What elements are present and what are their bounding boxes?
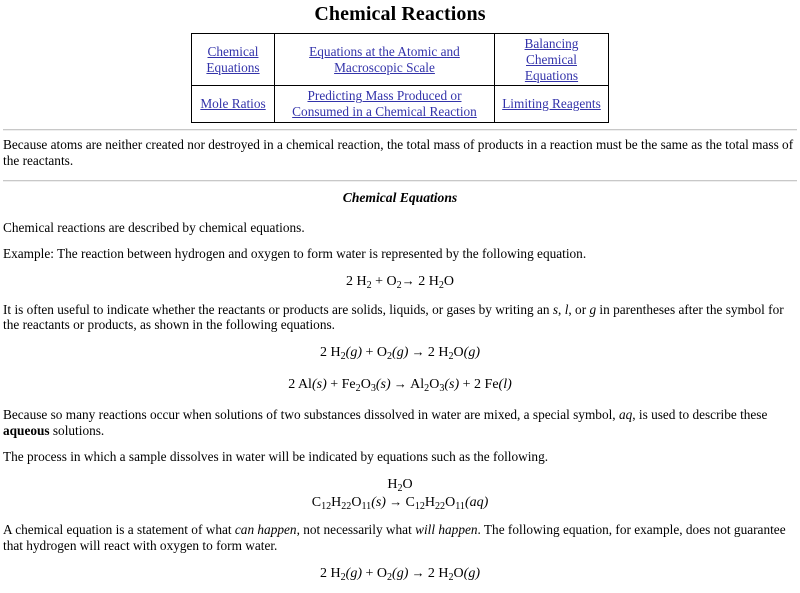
equation-thermite-reaction	[3, 376, 797, 394]
eq1-sub-o2: 2	[396, 279, 402, 291]
eq4-sub-c12b: 12	[414, 500, 425, 512]
eq5-plus-oxygen: + O	[361, 565, 387, 581]
equation-water-formation-simple	[3, 273, 797, 291]
equation-water-formation-repeat	[3, 565, 797, 583]
eq4-solvent-h: H	[387, 477, 398, 493]
table-row	[192, 33, 609, 86]
eq3-plus-iron: + 2 Fe	[459, 376, 499, 392]
eq3-sub-al2: 2	[424, 382, 430, 394]
eq4-product-h: H	[424, 494, 436, 510]
paragraph-state-symbols	[3, 302, 797, 333]
eq2-sub-h2: 2	[340, 350, 346, 362]
eq4-product-c: C	[405, 494, 415, 510]
eq1-sub-h2o: 2	[438, 279, 444, 291]
nav-cell-balancing-chemical-equations	[495, 33, 609, 86]
eq5-product-water: 2 H	[427, 565, 449, 581]
aqueous-bold-term: aqueous	[3, 422, 50, 438]
nav-link-chemical-equations[interactable]: Chemical Equations	[206, 43, 260, 75]
eq2-state-hydrogen: (g)	[345, 345, 362, 361]
aqueous-text-c: solutions.	[49, 422, 105, 438]
navigation-table-wrapper	[3, 33, 797, 124]
eq2-product-oxygen-atom: O	[453, 345, 464, 361]
eq5-state-oxygen: (g)	[392, 565, 409, 581]
eq4-solvent-over-arrow	[3, 476, 797, 494]
eq1-product-oxygen-atom: O	[443, 274, 455, 290]
nav-link-predicting-mass[interactable]: Predicting Mass Produced or Consumed in a Chemical Reaction	[292, 88, 477, 120]
equation-sucrose-dissolution	[3, 476, 797, 511]
state-symbols-text-d: in parentheses after the symbol for the reactants or products, as shown in the following equations.	[3, 301, 784, 333]
eq2-state-oxygen: (g)	[392, 345, 409, 361]
eq3-state-alumina: (s)	[444, 376, 460, 392]
eq5-reaction-arrow: →	[408, 564, 428, 580]
eq2-product-water: 2 H	[427, 345, 449, 361]
equation-water-formation-with-states	[3, 344, 797, 362]
eq3-sub-o3b: 3	[439, 382, 445, 394]
eq4-product-o: O	[445, 494, 456, 510]
aqueous-symbol: aq	[618, 407, 633, 423]
nav-cell-chemical-equations	[192, 33, 275, 86]
eq4-solvent-o: O	[402, 477, 413, 493]
eq3-reactant-aluminum: 2 Al	[288, 376, 312, 392]
eq1-plus-oxygen: + O	[371, 274, 397, 290]
eq4-reactant-o: O	[351, 494, 362, 510]
state-symbols-text-a: It is often useful to indicate whether the reactants or products are solids, liquids, or gases by writing an	[3, 301, 553, 317]
eq3-alumina-o: O	[429, 376, 440, 392]
eq2-sub-o2: 2	[387, 350, 393, 362]
state-symbol-liquid: l	[564, 301, 569, 317]
eq3-plus-iron-oxide: + Fe	[326, 376, 356, 392]
state-symbol-gas: g	[589, 301, 597, 317]
nav-link-mole-ratios[interactable]: Mole Ratios	[200, 96, 266, 112]
eq1-reaction-arrow: →	[401, 273, 415, 289]
nav-cell-predicting-mass	[275, 86, 495, 123]
horizontal-rule-top	[3, 129, 797, 131]
eq4-equation-line	[312, 495, 489, 510]
horizontal-rule-section	[3, 180, 797, 182]
eq1-reactant-hydrogen: 2 H	[345, 274, 367, 290]
can-happen-text-a: A chemical equation is a statement of what	[3, 522, 235, 538]
eq3-sub-o3: 3	[370, 382, 376, 394]
eq4-state-aqueous: (aq)	[464, 494, 489, 510]
will-happen-emphasis: will happen	[415, 522, 478, 538]
nav-link-atomic-macroscopic-scale[interactable]: Equations at the Atomic and Macroscopic Scale	[309, 43, 460, 75]
can-happen-emphasis: can happen	[234, 522, 297, 538]
eq5-state-water: (g)	[463, 565, 480, 581]
eq4-reaction-arrow: →	[385, 493, 406, 509]
eq4-sub-h22b: 22	[435, 500, 446, 512]
eq1-sub-h2: 2	[366, 279, 372, 291]
eq3-state-iron-oxide: (s)	[375, 376, 391, 392]
paragraph-example-intro: Example: The reaction between hydrogen and oxygen to form water is represented by the following equation.	[3, 246, 587, 262]
eq3-reaction-arrow: →	[390, 375, 411, 391]
eq2-reactant-hydrogen: 2 H	[319, 345, 341, 361]
nav-cell-limiting-reagents	[495, 86, 609, 123]
eq4-sub-h22: 22	[341, 500, 352, 512]
nav-link-balancing-chemical-equations[interactable]: Balancing Chemical Equations	[524, 35, 579, 83]
state-symbol-solid: s	[552, 301, 559, 317]
navigation-table	[191, 33, 609, 124]
document-page	[0, 3, 800, 582]
eq2-plus-oxygen: + O	[361, 345, 387, 361]
eq5-reactant-hydrogen: 2 H	[319, 565, 341, 581]
eq5-sub-o2: 2	[387, 571, 393, 583]
eq5-product-oxygen-atom: O	[453, 565, 464, 581]
aqueous-text-a: Because so many reactions occur when solutions of two substances dissolved in water are mixed, a special symbol,	[3, 407, 619, 423]
eq4-sub-c12: 12	[321, 500, 332, 512]
state-symbols-text-b: ,	[558, 301, 565, 317]
paragraph-reactions-described: Chemical reactions are described by chemical equations.	[3, 219, 305, 235]
can-happen-text-b: , not necessarily what	[296, 522, 416, 538]
eq3-sub-fe2: 2	[355, 382, 361, 394]
eq5-state-hydrogen: (g)	[345, 565, 362, 581]
eq4-reactant-c: C	[311, 494, 322, 510]
paragraph-can-happen	[3, 522, 797, 553]
can-happen-text-c: . The following equation, for example, does not guarantee that hydrogen will react with oxygen to form water.	[3, 522, 786, 553]
table-row	[192, 86, 609, 123]
eq4-reactant-h: H	[331, 494, 342, 510]
eq3-state-aluminum: (s)	[311, 376, 327, 392]
nav-cell-mole-ratios	[192, 86, 275, 123]
eq4-state-solid: (s)	[371, 494, 386, 510]
intro-paragraph: Because atoms are neither created nor destroyed in a chemical reaction, the total mass of products in a reaction must be the same as the total mass of the reactants.	[3, 137, 794, 169]
eq5-sub-h2o: 2	[448, 571, 454, 583]
eq2-state-water: (g)	[463, 345, 480, 361]
eq2-reaction-arrow: →	[408, 344, 428, 360]
eq1-product-water: 2 H	[414, 274, 439, 290]
nav-cell-atomic-macroscopic-scale	[275, 33, 495, 86]
section-heading-chemical-equations: Chemical Equations	[342, 189, 458, 205]
paragraph-dissolution-intro: The process in which a sample dissolves in water will be indicated by equations such as the following.	[3, 449, 549, 465]
eq3-iron-oxide-o: O	[360, 376, 371, 392]
eq5-sub-h2: 2	[340, 571, 346, 583]
page-title: Chemical Reactions	[314, 3, 486, 25]
eq4-solvent-sub: 2	[397, 482, 403, 494]
eq3-product-alumina: Al	[410, 376, 425, 392]
eq2-sub-h2o: 2	[448, 350, 454, 362]
eq4-sub-o11b: 11	[455, 500, 465, 512]
eq4-sub-o11: 11	[361, 500, 372, 512]
nav-link-limiting-reagents[interactable]: Limiting Reagents	[502, 96, 601, 112]
eq3-state-iron: (l)	[498, 376, 512, 392]
aqueous-text-b: , is used to describe these	[632, 407, 768, 423]
state-symbols-text-c: , or	[568, 301, 590, 317]
paragraph-aqueous-solutions	[3, 407, 797, 438]
